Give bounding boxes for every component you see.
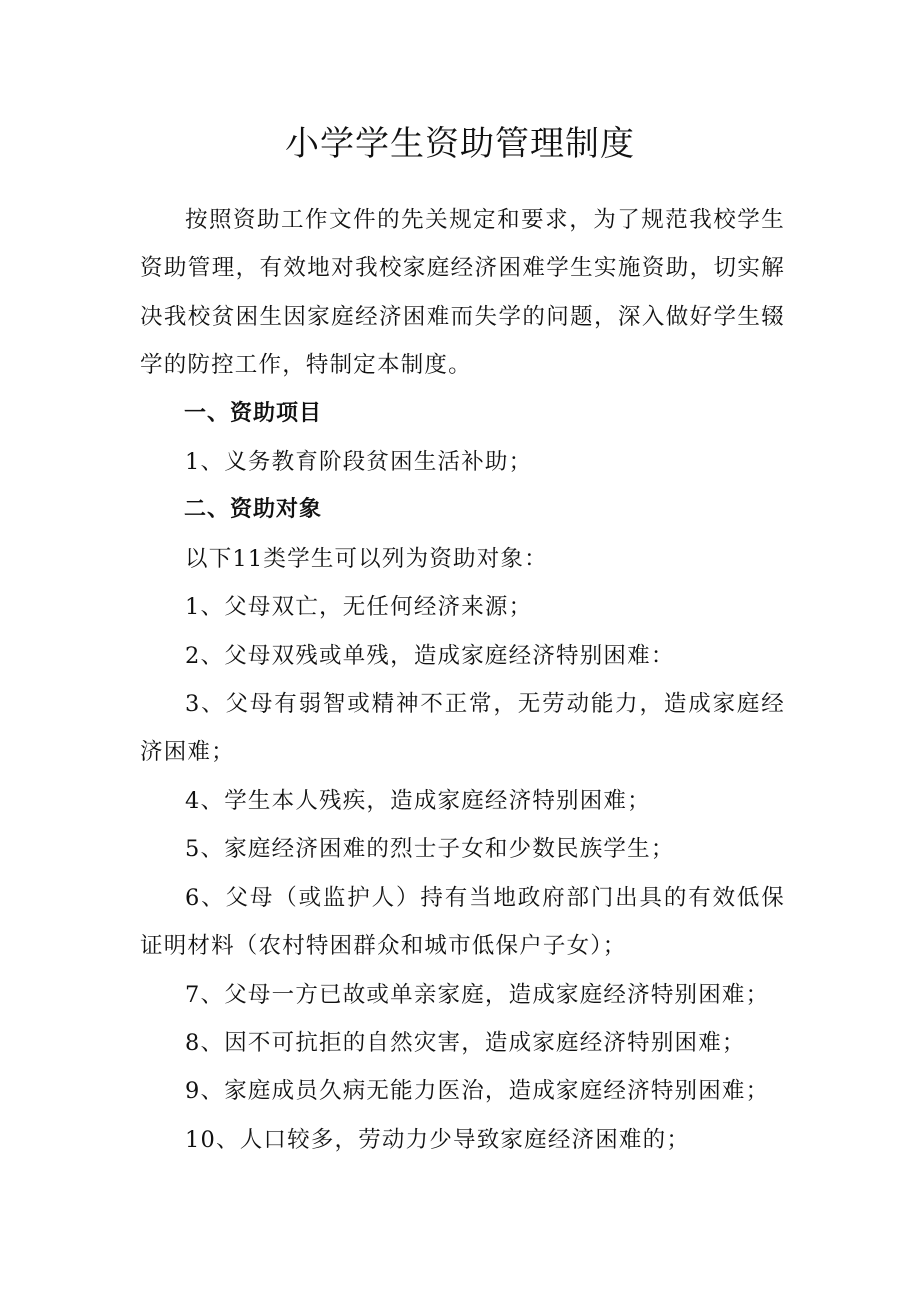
section-heading-funding-items: 一、资助项目 bbox=[184, 400, 323, 426]
list-item: 5、家庭经济困难的烈士子女和少数民族学生； bbox=[185, 836, 675, 863]
list-item: 7、父母一方已故或单亲家庭，造成家庭经济特别困难； bbox=[185, 981, 770, 1008]
list-item: 9、家庭成员久病无能力医治，造成家庭经济特别困难； bbox=[185, 1078, 770, 1105]
section-heading-funding-targets: 二、资助对象 bbox=[184, 497, 323, 523]
list-item: 4、学生本人残疾，造成家庭经济特别困难； bbox=[185, 787, 651, 814]
list-item: 6、父母（或监护人）持有当地政府部门出具的有效低保证明材料（农村特困群众和城市低保户子女）； bbox=[140, 884, 785, 960]
list-item: 1、义务教育阶段贫困生活补助； bbox=[185, 449, 533, 476]
list-item: 8、因不可抗拒的自然灾害，造成家庭经济特别困难； bbox=[185, 1029, 746, 1056]
list-item: 1、父母双亡，无任何经济来源； bbox=[185, 594, 533, 621]
list-intro: 以下11类学生可以列为资助对象： bbox=[185, 545, 548, 572]
section-funding-items-list bbox=[140, 438, 785, 486]
document-body bbox=[140, 196, 785, 1164]
page-title: 小学学生资助管理制度 bbox=[285, 124, 635, 164]
list-item: 10、人口较多，劳动力少导致家庭经济困难的； bbox=[185, 1126, 691, 1153]
list-item: 2、父母双残或单残，造成家庭经济特别困难： bbox=[185, 642, 675, 669]
intro-paragraph: 按照资助工作文件的先关规定和要求，为了规范我校学生资助管理，有效地对我校家庭经济困难学生实施资助，切实解决我校贫困生因家庭经济困难而失学的问题，深入做好学生辍学的防控工作，特制定本制度。 bbox=[140, 207, 785, 379]
list-item: 3、父母有弱智或精神不正常，无劳动能力，造成家庭经济困难； bbox=[140, 691, 785, 766]
section-funding-targets-list bbox=[140, 535, 785, 1164]
